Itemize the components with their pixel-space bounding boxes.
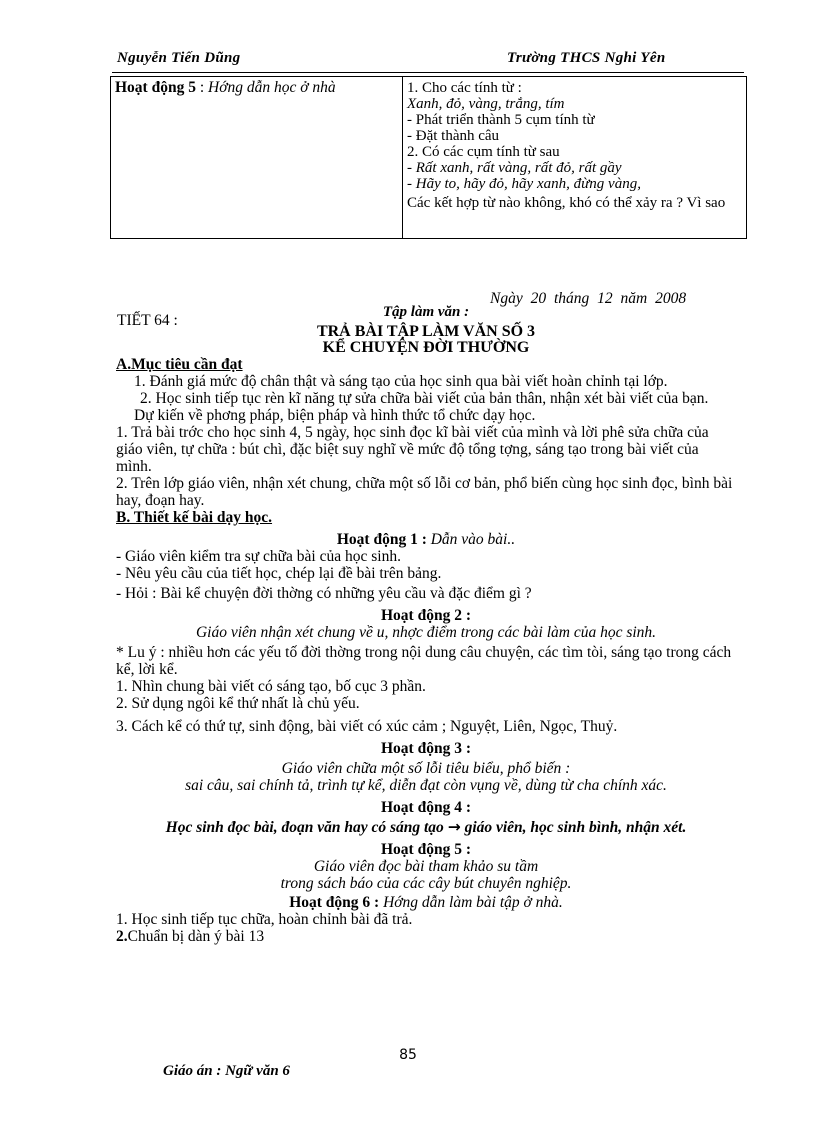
content-cell [403,77,747,239]
activity-3-heading: Hoạt động 3 : [381,740,471,757]
method-1: 1. Trả bài trớc cho học sinh 4, 5 ngày, học sinh đọc kĩ bài viết của mình và lời phê sửa chữa của giáo viên, tự chữa : bút chì, đặc biệt suy nghĩ về mức độ tổng tợng, sáng tạo trong bài viết của mình. [116,424,709,475]
lesson-subtitle: Tập làm văn : [382,304,470,320]
table-line-7: - Hãy to, hãy đỏ, hãy xanh, đừng vàng, [407,176,641,192]
activity-1-line-1: - Giáo viên kiểm tra sự chữa bài của học sinh. [116,548,401,565]
activity-6-line-2-number: 2. [116,928,128,945]
activity-2-line-3: 2. Sử dụng ngôi kể thứ nhất là chủ yếu. [116,695,360,712]
arrow-icon: → [447,818,461,836]
activity-6-line-2 [116,928,736,945]
activity-3-line-1: Giáo viên chữa một số lỗi tiêu biểu, phổ biến : [281,760,571,777]
table-line-5: 2. Có các cụm tính từ sau [407,144,560,160]
section-b-heading: B. Thiết kế bài dạy học. [116,509,273,526]
lesson-period: TIẾT 64 : [117,312,178,329]
header-rule [112,72,744,73]
activity-6-heading [116,894,736,911]
header-author: Nguyễn Tiến Dũng [117,50,241,66]
header-school: Trường THCS Nghi Yên [507,50,666,66]
table-row [111,77,747,239]
footer-text: Giáo án : Ngữ văn 6 [163,1063,290,1079]
lesson-title [117,324,735,356]
activity-table [110,76,747,239]
activity-5-heading: Hoạt động 5 : [381,841,471,858]
activity-3-line-2: sai câu, sai chính tả, trình tự kể, diễn đạt còn vụng về, dùng từ cha chính xác. [185,777,667,794]
activity-2-heading: Hoạt động 2 : [381,607,471,624]
method-2: 2. Trên lớp giáo viên, nhận xét chung, chữa một số lỗi cơ bản, phổ biến cùng học sinh đọc, bình bài hay, đoạn hay. [116,475,733,509]
activity-2-line-2: 1. Nhìn chung bài viết có sáng tạo, bố cục 3 phần. [116,678,426,695]
activity-4-heading: Hoạt động 4 : [381,799,471,816]
method-intro: Dự kiến về phơng pháp, biện pháp và hình thức tổ chức dạy học. [134,407,536,424]
activity-1-line-2: - Nêu yêu cầu của tiết học, chép lại đề bài trên bảng. [116,565,442,582]
activity-text: Hớng dẫn học ở nhà [208,79,336,96]
activity-6-label: Hoạt động 6 : [289,894,384,911]
activity-4-text [116,819,736,836]
activity-1-label: Hoạt động 1 : [336,531,431,548]
lesson-date: Ngày 20 tháng 12 năm 2008 [490,290,687,307]
objective-2: 2. Học sinh tiếp tục rèn kĩ năng tự sửa chữa bài viết của bản thân, nhận xét bài viết của bạn. [140,390,709,407]
activity-2-line-4: 3. Cách kể có thứ tự, sinh động, bài viết có xúc cảm ; Nguyệt, Liên, Ngọc, Thuỷ. [116,718,618,735]
table-line-2: Xanh, đỏ, vàng, trắng, tím [407,96,565,112]
activity-label: Hoạt động 5 [115,79,196,96]
activity-1-line-3: - Hỏi : Bài kể chuyện đời thờng có những yêu cầu và đặc điểm gì ? [116,585,532,602]
table-line-4: - Đặt thành câu [407,128,500,144]
activity-2-line-1: * Lu ý : nhiều hơn các yếu tố đời thờng trong nội dung câu chuyện, các tìm tòi, sáng tạo trong cách kể, lời kể. [116,644,732,678]
activity-4-text-b: giáo viên, học sinh bình, nhận xét. [460,819,687,836]
table-line-1: 1. Cho các tính từ : [407,80,522,96]
title-line-2: KỂ CHUYỆN ĐỜI THƯỜNG [322,339,530,356]
section-a-heading: A.Mục tiêu cần đạt [116,356,243,373]
title-line-1: TRẢ BÀI TẬP LÀM VĂN SỐ 3 [316,323,536,340]
table-line-6: - Rất xanh, rất vàng, rất đỏ, rất gầy [407,160,622,176]
activity-1-title: Dẫn vào bài.. [430,531,516,548]
objective-1: 1. Đánh giá mức độ chân thật và sáng tạo của học sinh qua bài viết hoàn chỉnh tại lớp. [134,373,668,390]
activity-2-description: Giáo viên nhận xét chung về u, nhợc điểm trong các bài làm của học sinh. [195,624,657,641]
activity-6-line-2-text: Chuẩn bị dàn ý bài 13 [127,928,265,945]
activity-4-text-a: Học sinh đọc bài, đoạn văn hay có sáng tạo [165,819,448,836]
table-line-8: Các kết hợp từ nào không, khó có thể xảy ra ? Vì sao [407,195,726,211]
activity-separator: : [195,79,209,96]
lesson-body [116,356,736,945]
page-number: 85 [399,1047,417,1063]
activity-6-line-1: 1. Học sinh tiếp tục chữa, hoàn chỉnh bài đã trả. [116,911,413,928]
activity-5-line-2: trong sách báo của các cây bút chuyên nghiệp. [280,875,572,892]
activity-cell [111,77,403,239]
activity-6-title: Hớng dẫn làm bài tập ở nhà. [383,894,563,911]
activity-5-line-1: Giáo viên đọc bài tham khảo su tầm [313,858,539,875]
table-line-3: - Phát triển thành 5 cụm tính từ [407,112,595,128]
activity-1-heading [116,531,736,548]
